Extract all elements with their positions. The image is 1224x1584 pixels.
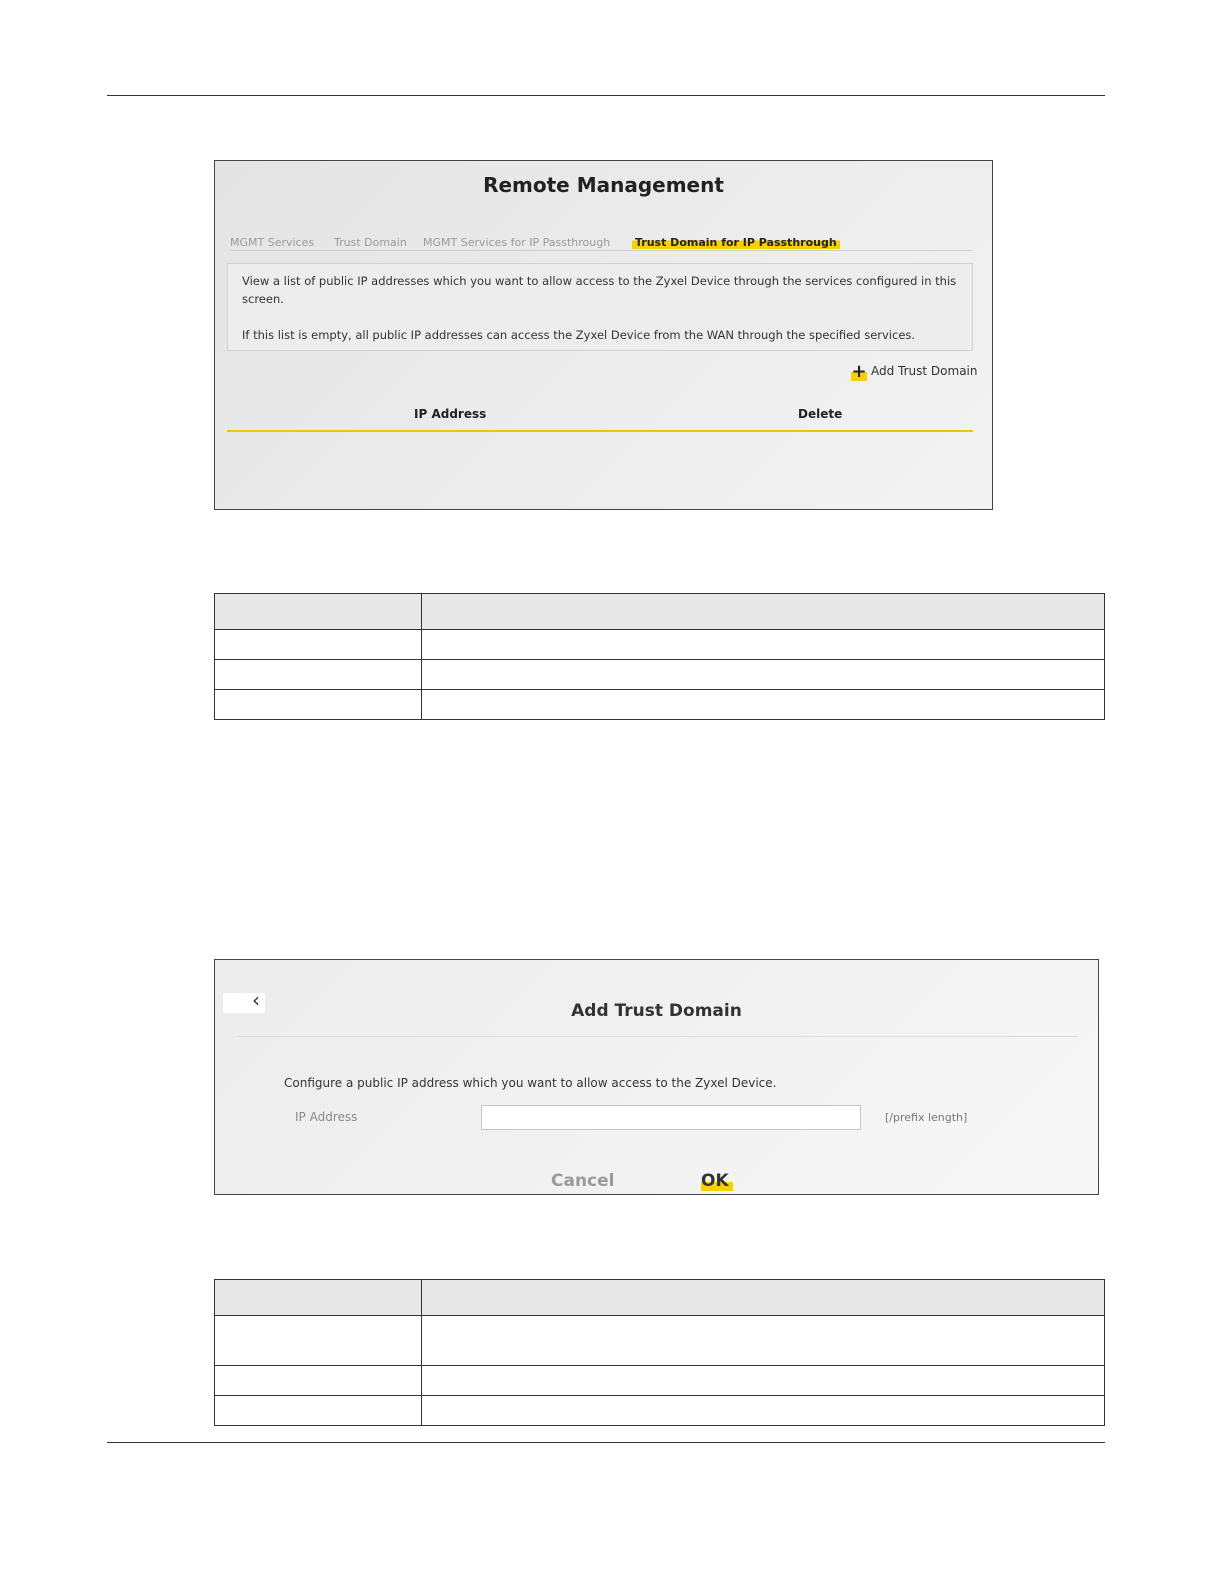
- table-cell: [215, 594, 422, 630]
- table-cell: [215, 1280, 422, 1316]
- table-cell: [422, 1396, 1105, 1426]
- tab-mgmt-services[interactable]: MGMT Services: [230, 236, 315, 249]
- table-row: [215, 1316, 1105, 1366]
- table-cell: [215, 690, 422, 720]
- info-text-empty: If this list is empty, all public IP addresses can access the Zyxel Device from the WAN through the specified services.: [242, 328, 916, 342]
- table-cell: [215, 630, 422, 660]
- add-trust-domain-label: Add Trust Domain: [871, 364, 978, 378]
- table-header-row: [215, 1280, 1105, 1316]
- footer-rule: [107, 1442, 1105, 1443]
- info-text: View a list of public IP addresses which you want to allow access to the Zyxel Device through the services configured in this screen.: [242, 274, 957, 306]
- tab-bar: [230, 236, 972, 251]
- table-cell: [422, 630, 1105, 660]
- tab-mgmt-services-ip-passthrough[interactable]: MGMT Services for IP Passthrough: [423, 236, 611, 249]
- info-box: [227, 263, 973, 351]
- prefix-length-hint: [/prefix length]: [885, 1111, 968, 1124]
- table-cell: [422, 1280, 1105, 1316]
- table-cell: [215, 660, 422, 690]
- dialog-description: Configure a public IP address which you want to allow access to the Zyxel Device.: [284, 1076, 777, 1090]
- table-cell: [422, 1366, 1105, 1396]
- table-cell: [215, 1396, 422, 1426]
- plus-icon: +: [851, 361, 867, 382]
- tab-trust-domain-ip-passthrough[interactable]: Trust Domain for IP Passthrough: [632, 236, 840, 249]
- table-row: [215, 690, 1105, 720]
- table-header-divider: [227, 430, 973, 432]
- table-cell: [422, 1316, 1105, 1366]
- divider: [237, 1036, 1077, 1037]
- ip-address-input[interactable]: [481, 1105, 861, 1130]
- table-cell: [422, 594, 1105, 630]
- field-description-table-2: [214, 1279, 1105, 1426]
- table-header-row: [215, 594, 1105, 630]
- remote-management-screenshot: [214, 160, 993, 510]
- table-row: [215, 630, 1105, 660]
- table-cell: [215, 1366, 422, 1396]
- chevron-left-icon[interactable]: ‹: [252, 988, 260, 1012]
- header-rule: [107, 95, 1105, 96]
- add-trust-domain-screenshot: [214, 959, 1099, 1195]
- cancel-button[interactable]: Cancel: [551, 1171, 615, 1191]
- table-row: [215, 660, 1105, 690]
- field-description-table: [214, 593, 1105, 720]
- table-row: [215, 1396, 1105, 1426]
- ok-button[interactable]: OK: [701, 1171, 733, 1191]
- column-header-ip-address: IP Address: [414, 407, 487, 421]
- dialog-title: Add Trust Domain: [571, 1001, 742, 1021]
- table-cell: [422, 690, 1105, 720]
- page-title: Remote Management: [483, 173, 724, 197]
- column-header-delete: Delete: [798, 407, 843, 421]
- table-row: [215, 1366, 1105, 1396]
- tab-trust-domain[interactable]: Trust Domain: [334, 236, 407, 249]
- table-cell: [422, 660, 1105, 690]
- table-cell: [215, 1316, 422, 1366]
- ip-address-label: IP Address: [295, 1110, 358, 1124]
